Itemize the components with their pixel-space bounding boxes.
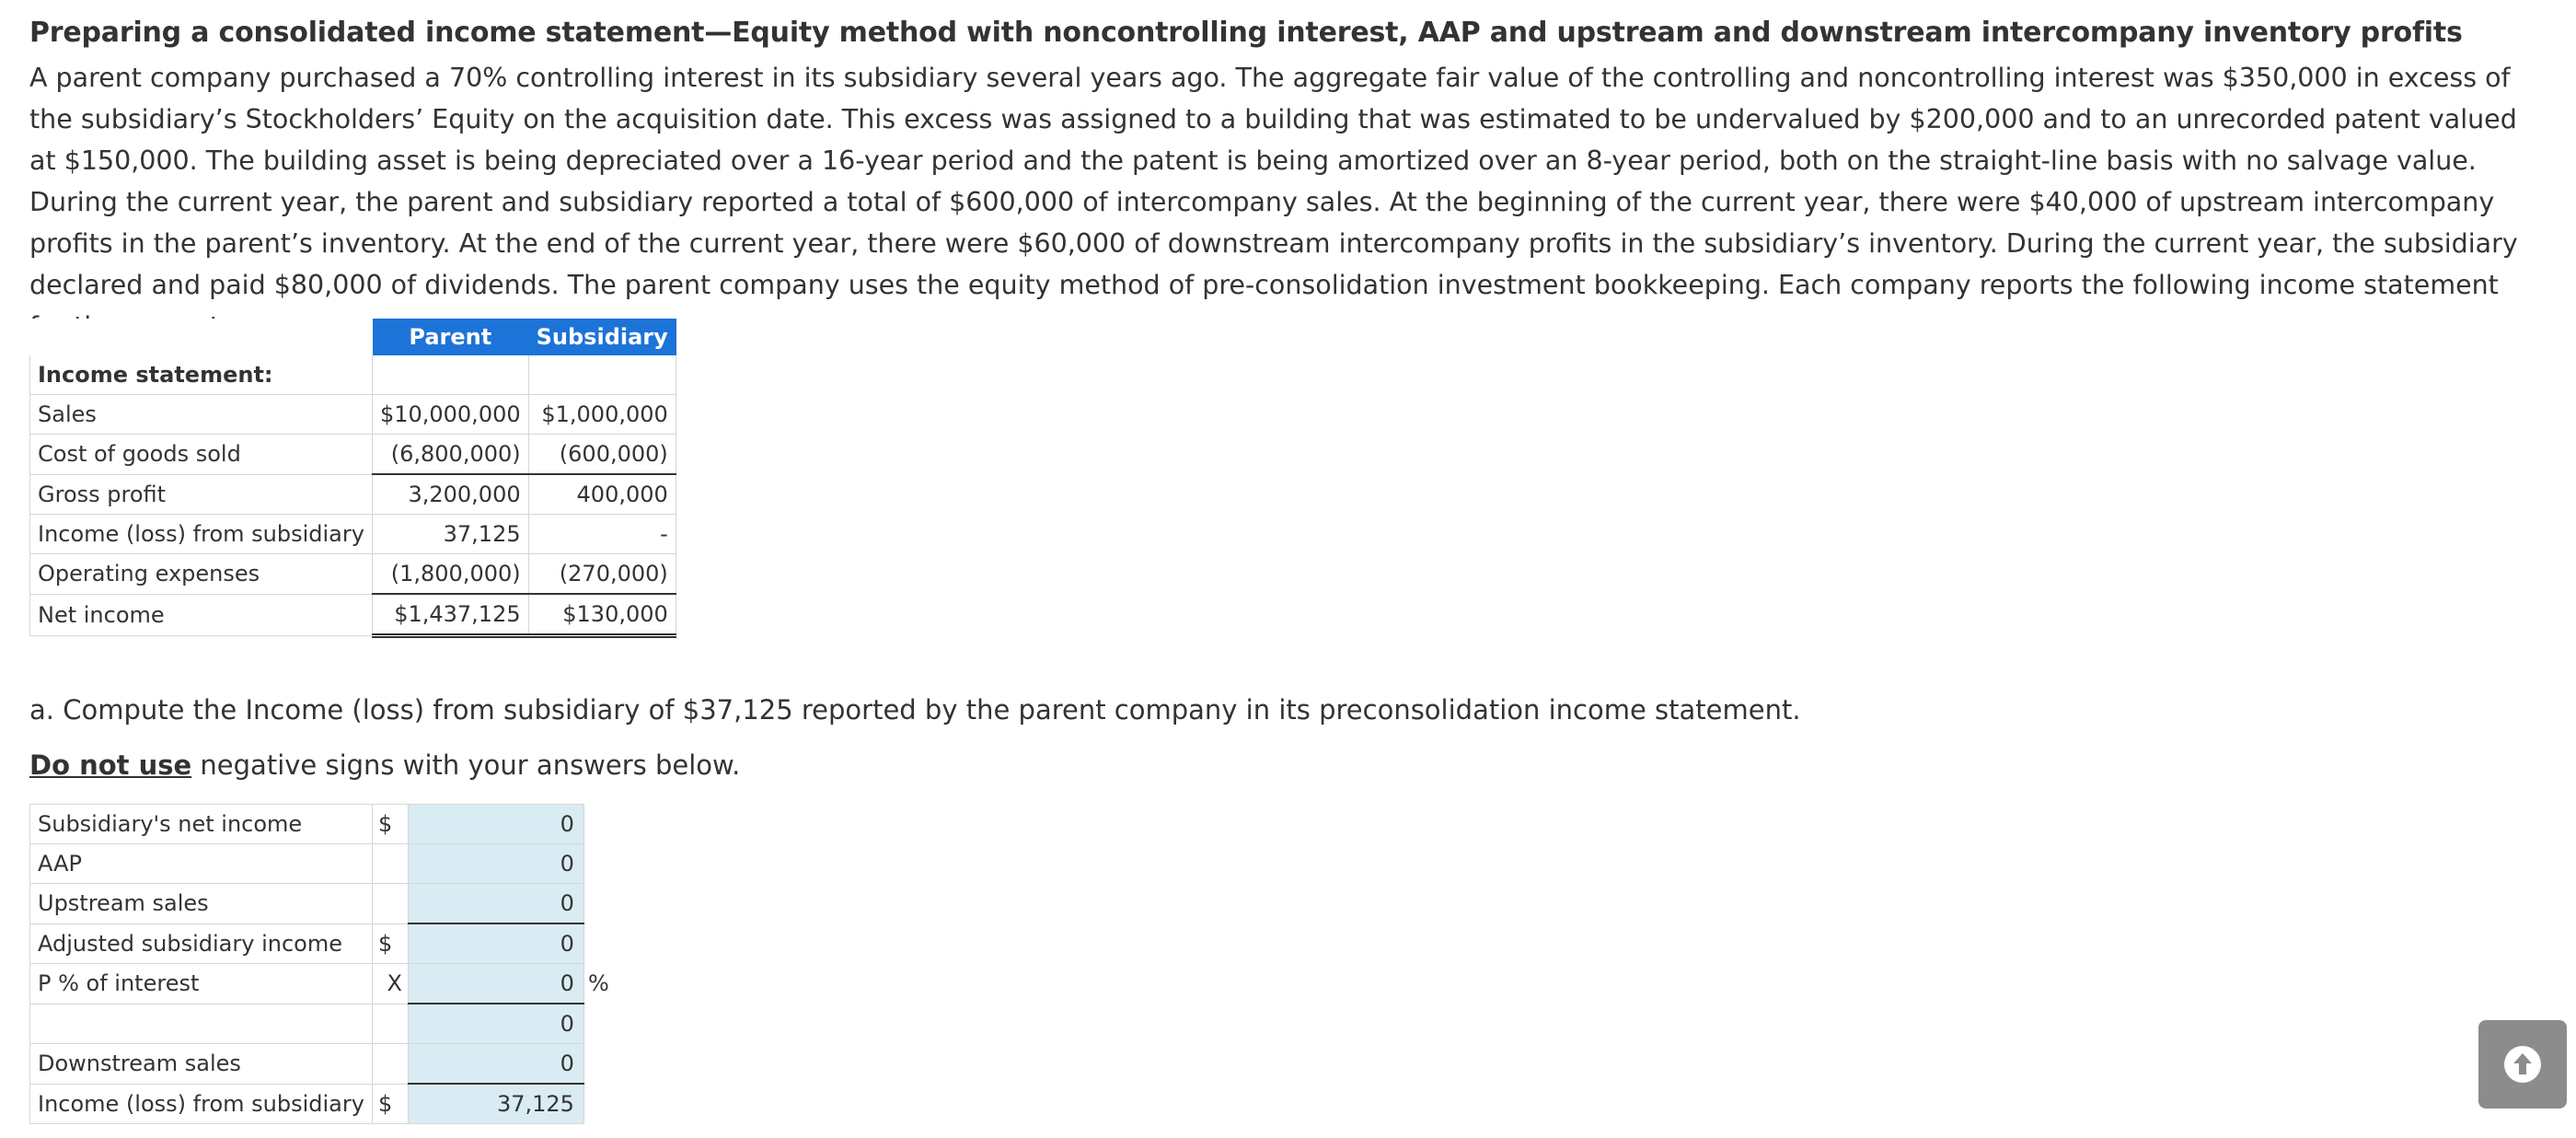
part-a-question: a. Compute the Income (loss) from subsidiary of $37,125 reported by the parent company in its preconsolidation income statement. (29, 694, 1801, 726)
answer-row-aap (30, 844, 615, 884)
dollar-sign: $ (372, 805, 408, 844)
table-row-net-income (30, 594, 676, 636)
parent-value: (6,800,000) (372, 435, 528, 475)
multiply-sign: X (372, 964, 408, 1004)
problem-description: A parent company purchased a 70% controlling interest in its subsidiary several years ago. The aggregate fair value of the controlling and noncontrolling interest was $350,000 in excess of the subsidiary’s Stockholders’ Equity on the acquisition date. This excess was assigned to a building that was estimated to be undervalued by $200,000 and to an unrecorded patent valued at $150,000. The building asset is being depreciated over a 16-year period and the patent is being amortized over an 8-year period, both on the straight-line basis with no salvage value. During the current year, the parent and subsidiary reported a total of $600,000 of intercompany sales. At the beginning of the current year, there were $40,000 of upstream intercompany profits in the parent’s inventory. At the end of the current year, there were $60,000 of downstream intercompany profits in the subsidiary’s inventory. During the current year, the subsidiary declared and paid $80,000 of dividends. The parent company uses the equity method of pre-consolidation investment bookkeeping. Each company reports the following income statement (29, 63, 2518, 300)
parent-value: 3,200,000 (372, 474, 528, 515)
row-label: Sales (30, 395, 373, 435)
row-label: Operating expenses (30, 554, 373, 595)
subtotal-input[interactable]: 0 (408, 1004, 583, 1044)
row-label: Income (loss) from subsidiary (30, 515, 373, 554)
answer-label (30, 1004, 373, 1044)
subsidiary-net-income-input[interactable]: 0 (408, 805, 583, 844)
answer-label: Downstream sales (30, 1044, 373, 1085)
symbol-cell (372, 1044, 408, 1085)
answer-label: Upstream sales (30, 884, 373, 924)
table-row-income-from-subsidiary (30, 515, 676, 554)
answer-row-p-percent-interest (30, 964, 615, 1004)
subsidiary-value: (600,000) (528, 435, 676, 475)
answer-label: AAP (30, 844, 373, 884)
parent-value: $10,000,000 (372, 395, 528, 435)
income-statement-header-row (30, 319, 676, 355)
answer-row-subsidiary-net-income (30, 805, 615, 844)
p-percent-interest-input[interactable]: 0 (408, 964, 583, 1004)
instruction-rest: negative signs with your answers below. (191, 749, 741, 781)
answer-row-upstream-sales (30, 884, 615, 924)
table-row-cogs (30, 435, 676, 475)
problem-title: Preparing a consolidated income statement—Equity method with noncontrolling interest, AAP and upstream and downstream intercompany inventory profits (29, 17, 2463, 49)
adjusted-subsidiary-income-input[interactable]: 0 (408, 923, 583, 964)
answer-label: P % of interest (30, 964, 373, 1004)
table-row-gross-profit (30, 474, 676, 515)
table-row-operating-expenses (30, 554, 676, 595)
answer-row-adjusted-subsidiary-income (30, 923, 615, 964)
answer-row-income-from-subsidiary (30, 1084, 615, 1124)
answer-row-downstream-sales (30, 1044, 615, 1085)
dollar-sign: $ (372, 923, 408, 964)
parent-value: $1,437,125 (372, 594, 528, 636)
row-label: Net income (30, 594, 373, 636)
aap-input[interactable]: 0 (408, 844, 583, 884)
answer-row-subtotal (30, 1004, 615, 1044)
subsidiary-value: - (528, 515, 676, 554)
row-label: Gross profit (30, 474, 373, 515)
parent-value: (1,800,000) (372, 554, 528, 595)
subsidiary-value: (270,000) (528, 554, 676, 595)
percent-sign: % (587, 970, 609, 997)
arrow-up-circle-icon (2502, 1044, 2543, 1085)
income-statement-table (29, 319, 676, 638)
row-label: Cost of goods sold (30, 435, 373, 475)
subsidiary-value: $1,000,000 (528, 395, 676, 435)
answer-table (29, 804, 615, 1124)
column-header-parent: Parent (372, 319, 528, 355)
subsidiary-value: $130,000 (528, 594, 676, 636)
symbol-cell (372, 884, 408, 924)
table-row-sales (30, 395, 676, 435)
answer-label: Subsidiary's net income (30, 805, 373, 844)
answer-label: Adjusted subsidiary income (30, 923, 373, 964)
downstream-sales-input[interactable]: 0 (408, 1044, 583, 1085)
answer-label: Income (loss) from subsidiary (30, 1084, 373, 1124)
scroll-to-top-button[interactable] (2478, 1020, 2567, 1109)
symbol-cell (372, 844, 408, 884)
dollar-sign: $ (372, 1084, 408, 1124)
instruction-text (29, 749, 740, 781)
instruction-emphasis: Do not use (29, 749, 192, 781)
symbol-cell (372, 1004, 408, 1044)
upstream-sales-input[interactable]: 0 (408, 884, 583, 924)
section-label: Income statement: (30, 355, 373, 395)
subsidiary-value: 400,000 (528, 474, 676, 515)
section-row (30, 355, 676, 395)
parent-value: 37,125 (372, 515, 528, 554)
column-header-subsidiary: Subsidiary (528, 319, 676, 355)
income-from-subsidiary-input[interactable]: 37,125 (408, 1084, 583, 1124)
